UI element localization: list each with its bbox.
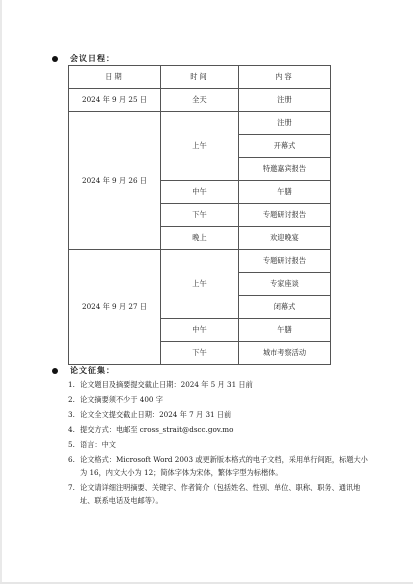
papers-title: 论文征集： <box>70 365 115 375</box>
table-row <box>69 250 331 273</box>
table-row <box>69 89 331 112</box>
list-item <box>68 482 368 507</box>
content-cell: 注册 <box>239 89 331 112</box>
content-cell: 欢迎晚宴 <box>239 227 331 250</box>
list-item-number: 5. <box>68 440 75 450</box>
time-cell: 上午 <box>161 112 239 181</box>
list-item-text: 论文请详细注明摘要、关键字、作者简介（包括姓名、性别、单位、职称、职务、通讯地址、联系电话及电邮等）。 <box>80 483 361 505</box>
bullet-icon <box>52 56 58 62</box>
schedule-title: 会议日程： <box>70 53 115 63</box>
date-cell: 2024 年 9 月 25 日 <box>69 89 161 112</box>
content-cell: 专题研讨报告 <box>239 250 331 273</box>
list-item-text: 论文格式：Microsoft Word 2003 或更新版本格式的电子文档，采用单行间距，标题大小为 16，内文大小为 12；简体字体为宋体，繁体字型为标楷体。 <box>80 455 368 477</box>
content-cell: 专题研讨报告 <box>239 204 331 227</box>
column-header-time: 时间 <box>161 66 239 89</box>
list-item-text: 论文全文提交截止日期：2024 年 7 月 31 日前 <box>80 410 232 420</box>
content-cell: 开幕式 <box>239 135 331 158</box>
content-cell: 专家座谈 <box>239 273 331 296</box>
content-cell: 特邀嘉宾报告 <box>239 158 331 181</box>
content-cell: 闭幕式 <box>239 296 331 319</box>
list-item-number: 6. <box>68 455 75 465</box>
date-cell: 2024 年 9 月 26 日 <box>69 112 161 250</box>
column-header-date: 日期 <box>69 66 161 89</box>
list-item-text: 论文题目及摘要提交截止日期：2024 年 5 月 31 日前 <box>80 380 253 389</box>
time-cell: 上午 <box>161 250 239 319</box>
scan-edge-left <box>0 0 2 584</box>
table-header-row <box>69 66 331 89</box>
list-item <box>68 424 368 437</box>
content-cell: 城市考察活动 <box>239 342 331 365</box>
list-item-text: 语言：中文 <box>80 440 116 450</box>
paper-requirements-list <box>68 379 368 510</box>
list-item <box>68 394 368 407</box>
list-item <box>68 454 368 479</box>
content-cell: 午膳 <box>239 319 331 342</box>
bullet-icon <box>52 368 58 374</box>
time-cell: 中午 <box>161 319 239 342</box>
schedule-heading <box>52 53 115 64</box>
list-item <box>68 379 368 392</box>
time-cell: 全天 <box>161 89 239 112</box>
list-item-number: 4. <box>68 425 75 435</box>
date-cell: 2024 年 9 月 27 日 <box>69 250 161 365</box>
list-item-number: 3. <box>68 410 75 420</box>
time-cell: 下午 <box>161 342 239 365</box>
content-cell: 午膳 <box>239 181 331 204</box>
schedule-table <box>68 65 331 365</box>
papers-heading <box>52 365 115 376</box>
column-header-content: 内容 <box>239 66 331 89</box>
table-row <box>69 112 331 135</box>
list-item-text: 论文摘要须不少于 400 字 <box>80 395 163 405</box>
list-item-number: 1. <box>68 380 75 389</box>
list-item <box>68 409 368 422</box>
content-cell: 注册 <box>239 112 331 135</box>
time-cell: 中午 <box>161 181 239 204</box>
list-item <box>68 439 368 452</box>
time-cell: 下午 <box>161 204 239 227</box>
time-cell: 晚上 <box>161 227 239 250</box>
list-item-number: 2. <box>68 395 75 405</box>
list-item-text: 提交方式：电邮至 cross_strait@dscc.gov.mo <box>80 425 234 435</box>
list-item-number: 7. <box>68 483 75 493</box>
